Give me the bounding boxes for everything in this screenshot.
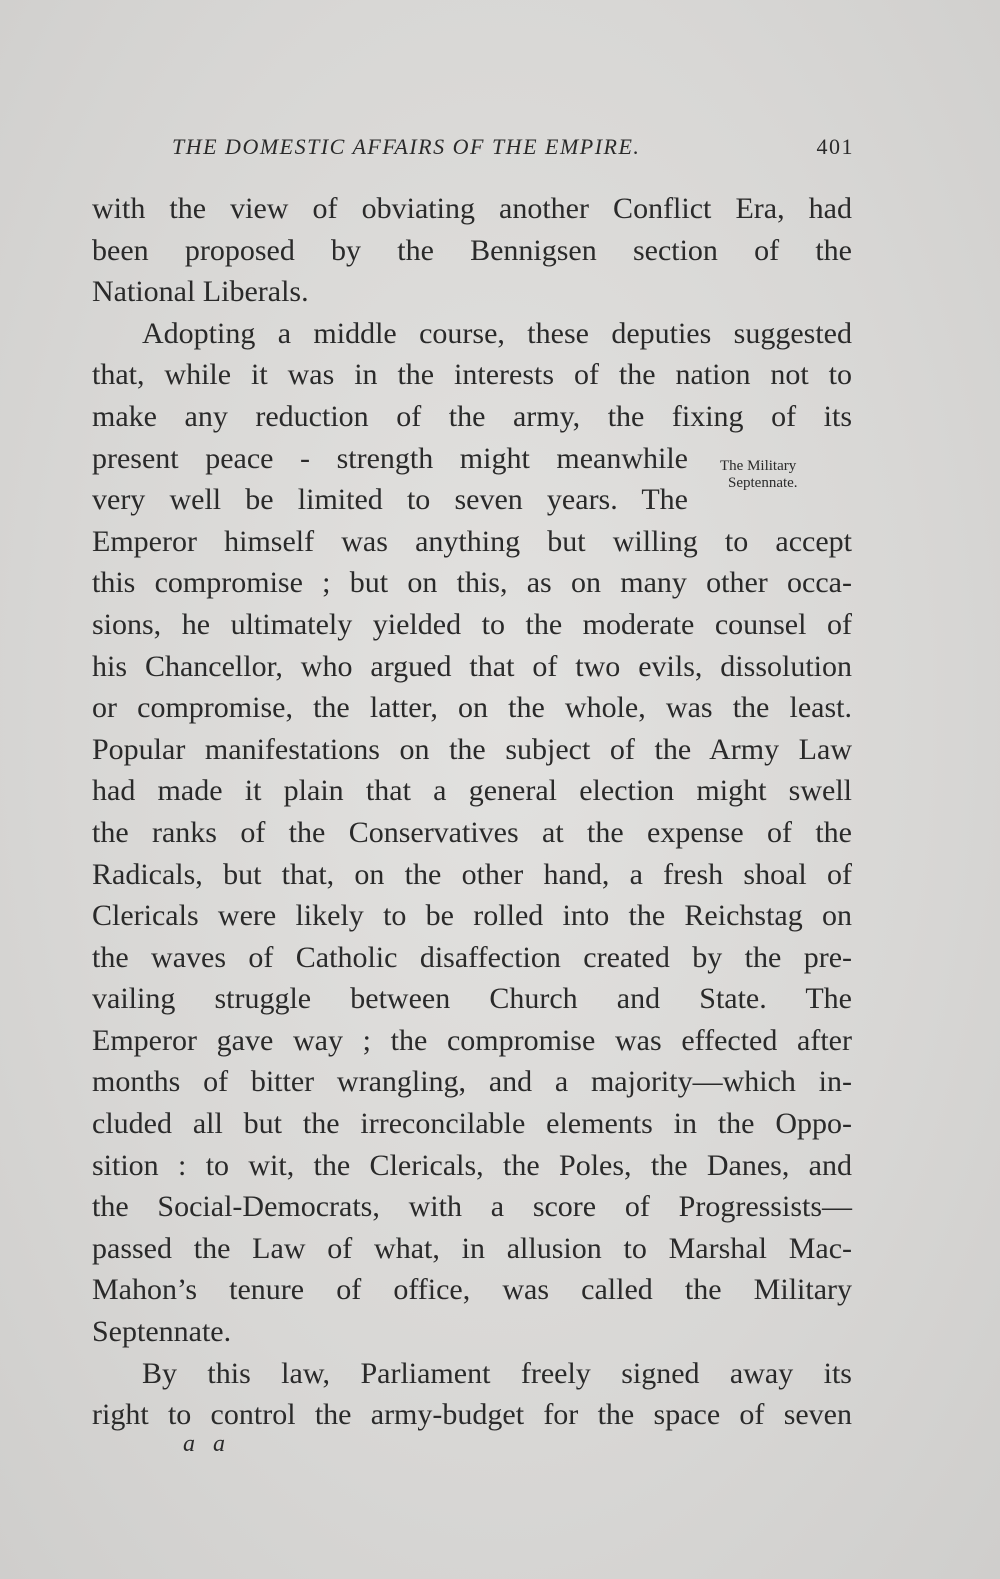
text-line: his Chancellor, who argued that of two evils, dissolution [92, 649, 852, 683]
text-line: months of bitter wrangling, and a majority—which in- [92, 1065, 852, 1099]
text-line: Radicals, but that, on the other hand, a fresh shoal of [92, 857, 852, 891]
text-line: Emperor himself was anything but willing to accept [92, 524, 852, 558]
text-line: very well be limited to seven years. The [92, 483, 688, 517]
body-text [92, 188, 852, 1436]
text-line: been proposed by the Bennigsen section of the [92, 233, 852, 267]
text-line: sions, he ultimately yielded to the moderate counsel of [92, 607, 852, 641]
signature-mark: a a [183, 1431, 231, 1457]
text-line: Septennate. [92, 1315, 232, 1349]
text-line: present peace - strength might meanwhile [92, 441, 688, 475]
text-line: National Liberals. [92, 275, 309, 309]
margin-note-line: The Military [720, 458, 797, 474]
page-number: 401 [816, 134, 854, 159]
text-line: that, while it was in the interests of the nation not to [92, 358, 852, 392]
text-line: with the view of obviating another Conflict Era, had [92, 192, 852, 225]
text-line: make any reduction of the army, the fixing of its [92, 399, 852, 433]
margin-note [720, 458, 850, 492]
page-header [172, 128, 854, 168]
text-line: Adopting a middle course, these deputies suggested [142, 316, 852, 350]
text-line: this compromise ; but on this, as on many other occa- [92, 566, 852, 600]
text-line: the Social-Democrats, with a score of Progressists— [92, 1190, 852, 1224]
text-line: right to control the army-budget for the space of seven [92, 1398, 852, 1432]
text-line: the ranks of the Conservatives at the expense of the [92, 815, 852, 849]
text-line: cluded all but the irreconcilable elements in the Oppo- [92, 1107, 852, 1141]
text-line: vailing struggle between Church and State. The [92, 982, 852, 1016]
text-line: had made it plain that a general election might swell [92, 774, 852, 808]
text-line: Popular manifestations on the subject of the Army Law [92, 732, 852, 766]
text-line: By this law, Parliament freely signed away its [142, 1356, 852, 1390]
text-line: Mahon’s tenure of office, was called the Military [92, 1273, 852, 1307]
text-line: Clericals were likely to be rolled into the Reichstag on [92, 899, 852, 933]
text-line: sition : to wit, the Clericals, the Poles, the Danes, and [92, 1148, 852, 1182]
margin-note-line: Septennate. [728, 475, 798, 491]
text-line: the waves of Catholic disaffection created by the pre- [92, 940, 852, 974]
text-line: passed the Law of what, in allusion to Marshal Mac- [92, 1231, 852, 1265]
text-line: or compromise, the latter, on the whole, was the least. [92, 691, 852, 725]
running-title: THE DOMESTIC AFFAIRS OF THE EMPIRE. [172, 134, 641, 159]
text-line: Emperor gave way ; the compromise was effected after [92, 1023, 852, 1057]
